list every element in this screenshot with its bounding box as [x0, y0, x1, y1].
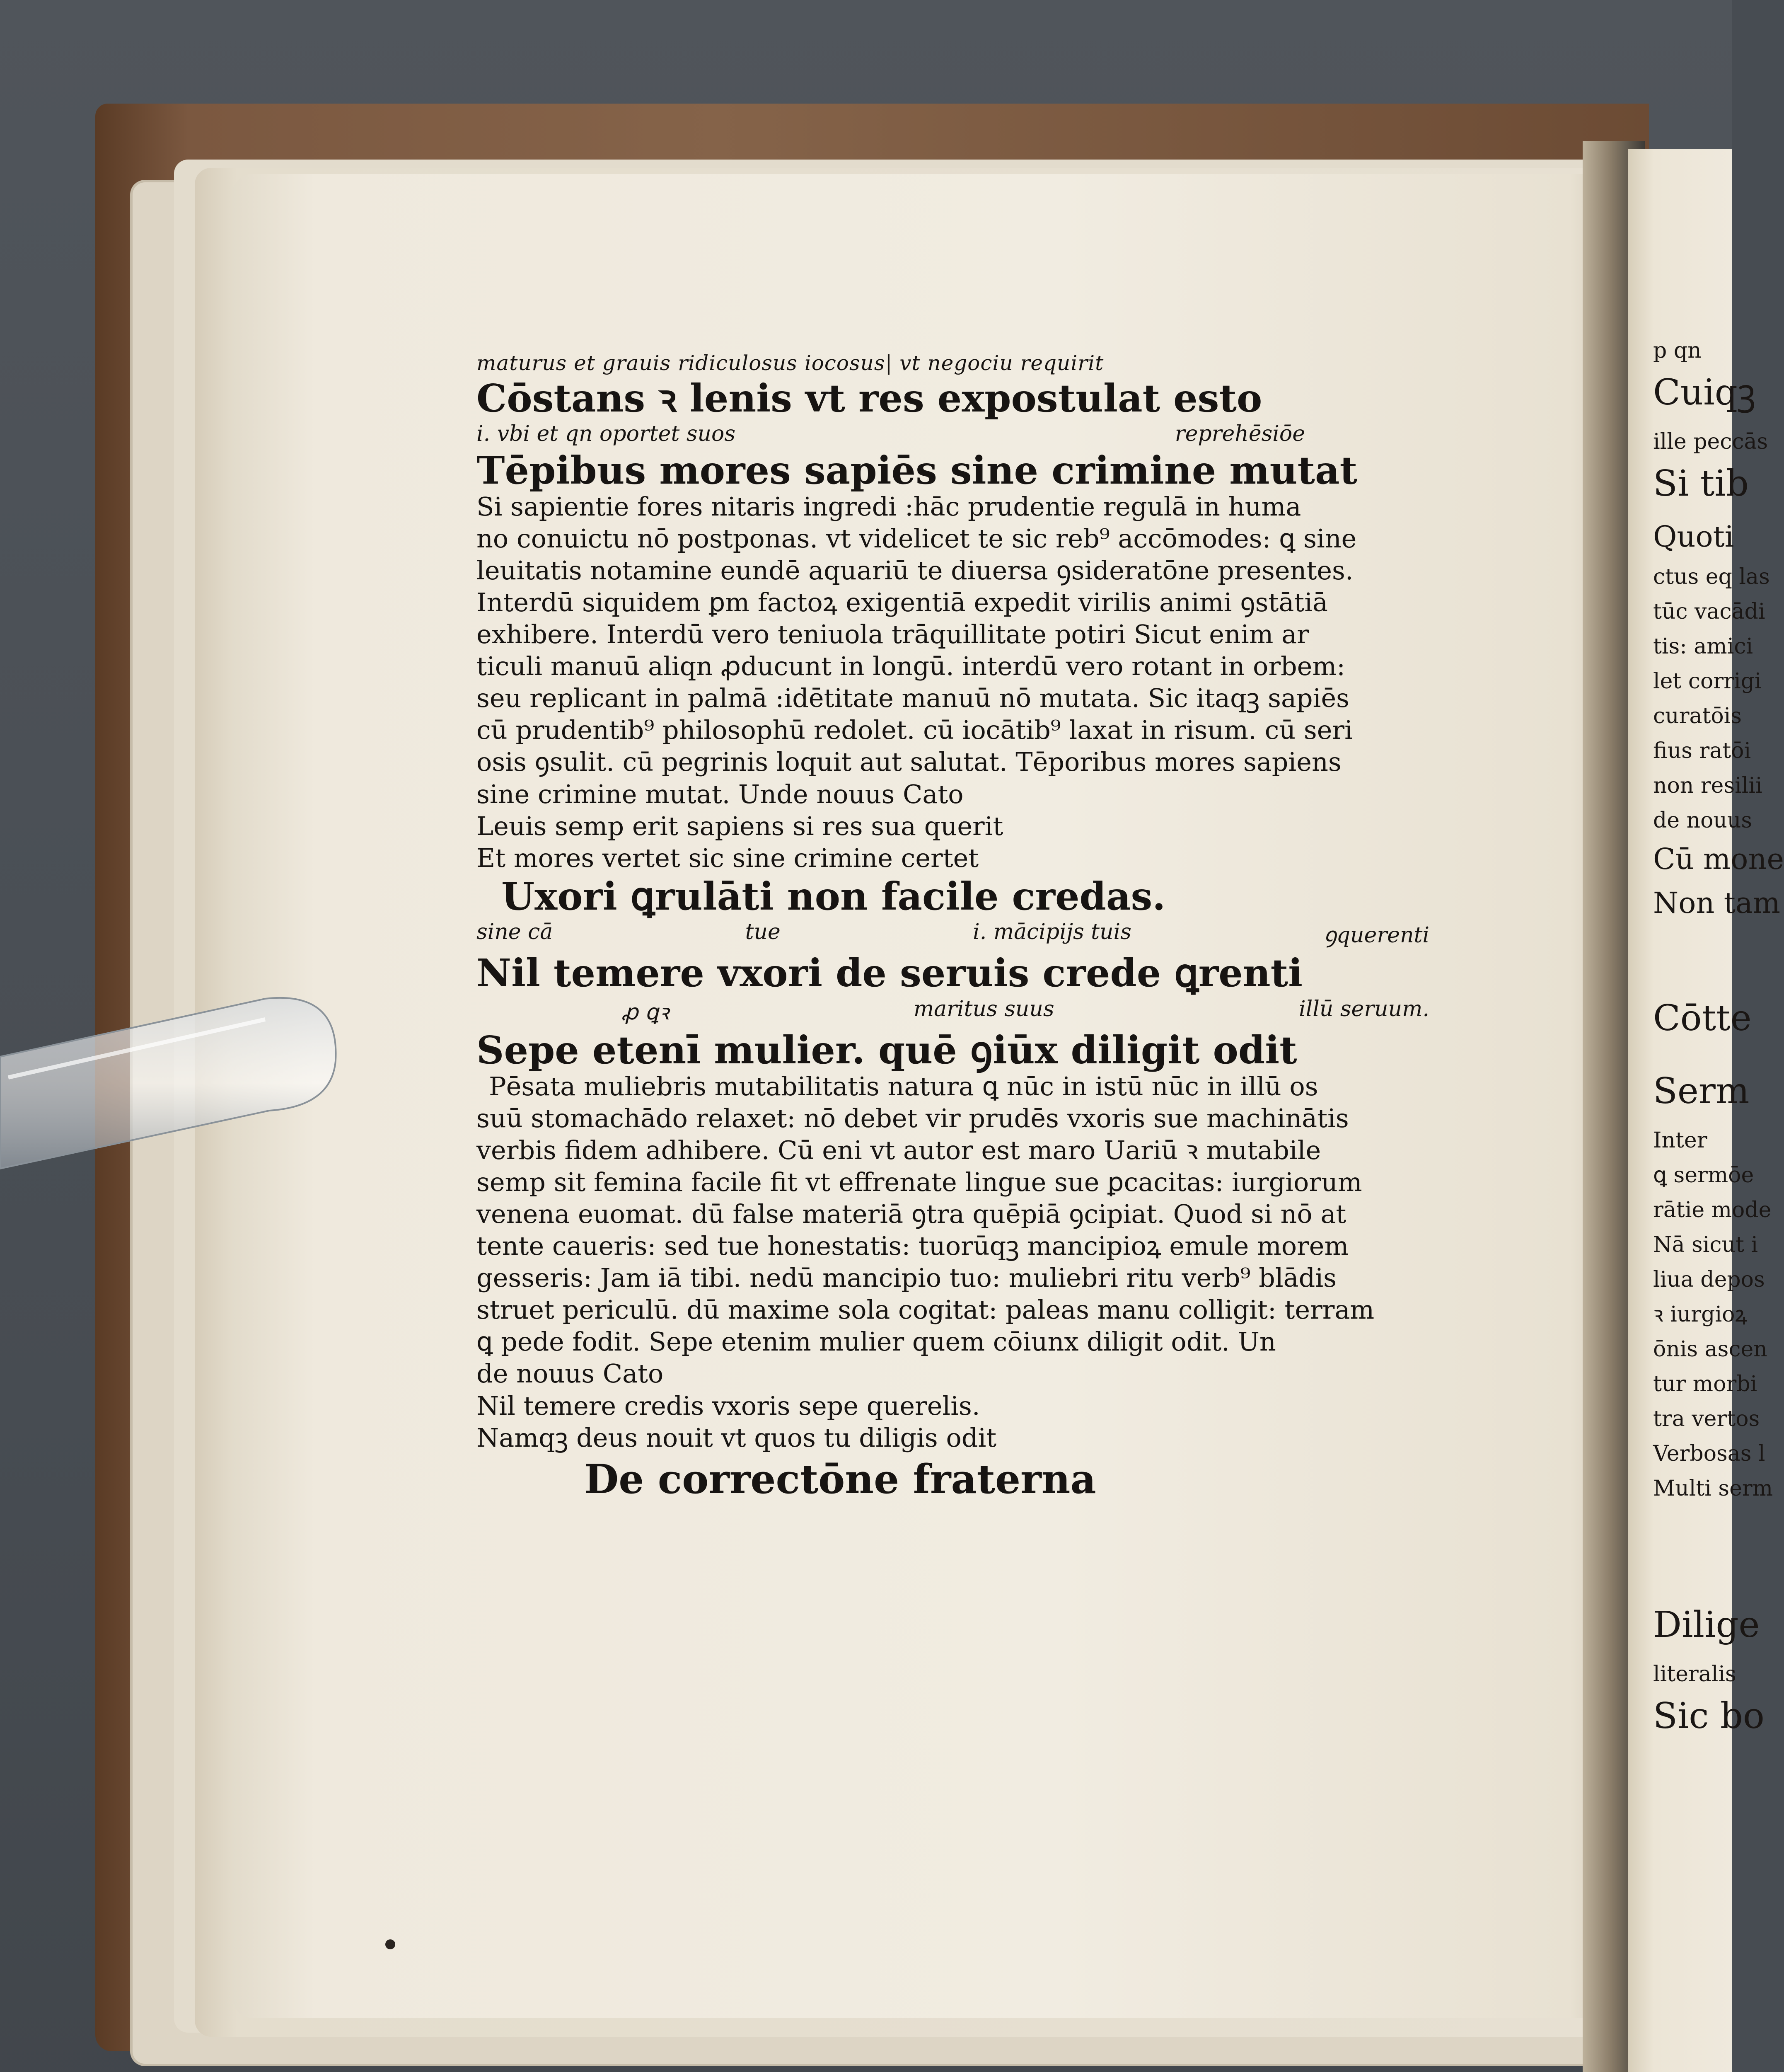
right-line: non resilii	[1653, 773, 1762, 798]
right-line: let corrigi	[1653, 669, 1762, 694]
right-line: Cōtte	[1653, 997, 1752, 1039]
body-line: ꝗ pede fodit. Sepe etenim mulier quem cōiunx diligit odit. Un	[476, 1326, 1276, 1357]
right-line: curatōis	[1653, 704, 1742, 729]
body-line: venena euomat. dū false materiā ꝯtra quēpiā ꝯcipiat. Quod si nō at	[476, 1198, 1346, 1229]
quote-line: Et mores vertet sic sine crimine certet	[476, 842, 979, 873]
right-line: rātie mode	[1653, 1198, 1772, 1222]
right-line: ille peccās	[1653, 429, 1768, 454]
body-line: suū stomachādo relaxet: nō debet vir prudēs vxoris sue machinātis	[476, 1103, 1349, 1133]
right-line: ꝗ sermōe	[1653, 1163, 1754, 1188]
right-line: ōnis ascen	[1653, 1337, 1767, 1362]
gloss-row	[476, 997, 1429, 1026]
gloss-word: tue	[745, 920, 781, 945]
body-line: Interdū siquidem ꝑm factoꝝ exigentiā expedit virilis animi ꝯstātiā	[476, 587, 1328, 617]
body-line: no conuictu nō postponas. vt videlicet te sic reb⁹ accōmodes: ꝗ sine	[476, 523, 1357, 554]
right-line: Nā sicut i	[1653, 1232, 1758, 1257]
right-line: Cū mone	[1653, 842, 1784, 876]
right-line: liua depos	[1653, 1267, 1765, 1292]
right-line: Dilige	[1653, 1604, 1760, 1646]
main-text-block	[476, 352, 1429, 1501]
gloss-word: sine cā	[476, 920, 553, 945]
right-line: Non tam	[1653, 886, 1780, 920]
verse-line: Sepe etenī mulier. quē ꝯiūx diligit odit	[476, 1028, 1297, 1072]
gloss-word: maritus suus	[913, 997, 1054, 1021]
body-line: verbis fidem adhibere. Cū eni vt autor est maro Uariū ꝛ mutabile	[476, 1135, 1321, 1165]
verse-line: Tēpibus mores sapiēs sine crimine mutat	[476, 448, 1358, 493]
body-line: osis ꝯsulit. cū pegrinis loquit aut salutat. Tēporibus mores sapiens	[476, 747, 1342, 777]
right-line: ꝛ iurgioꝝ	[1653, 1302, 1748, 1327]
gloss-word: i. mācipijs tuis	[973, 920, 1131, 945]
right-line: tis: amici	[1653, 634, 1753, 659]
verse-line: Cōstans ꝛ lenis vt res expostulat esto	[476, 375, 1262, 421]
right-line: fius ratōi	[1653, 738, 1751, 763]
body-line: cū prudentib⁹ philosophū redolet. cū iocātib⁹ laxat in risum. cū seri	[476, 715, 1353, 746]
quote-line: Nil temere credis vxoris sepe querelis.	[476, 1390, 980, 1421]
gloss-line: maturus et grauis ridiculosus iocosus| vt negociu requirit	[476, 351, 1104, 375]
gloss-row	[476, 421, 1429, 446]
body-line: struet periculū. dū maxime sola cogitat: paleas manu colligit: terram	[476, 1295, 1375, 1325]
body-line: seu replicant in palmā :idētitate manuū nō mutata. Sic itaqꝫ sapiēs	[476, 683, 1349, 714]
gloss-word: ꝯquerenti	[1324, 923, 1429, 948]
right-line: tra vertos	[1653, 1406, 1760, 1431]
right-line: tur morbi	[1653, 1372, 1757, 1397]
right-line: tūc vacādi	[1653, 599, 1765, 624]
right-line: Multi serm	[1653, 1476, 1773, 1501]
gloss-row	[476, 920, 1429, 949]
right-line: Cuiqꝫ	[1653, 372, 1756, 413]
body-line: sine crimine mutat. Unde nouus Cato	[476, 779, 964, 809]
body-line: semp sit femina facile fit vt effrenate lingue sue ꝑcacitas: iurgiorum	[476, 1167, 1362, 1197]
quote-line: Namqꝫ deus nouit vt quos tu diligis odit	[476, 1422, 997, 1453]
right-line: Serm	[1653, 1070, 1750, 1112]
right-line: Verbosas l	[1653, 1441, 1765, 1466]
quote-line: Leuis semp erit sapiens si res sua querit	[476, 811, 1003, 841]
gloss-word: illū seruum.	[1298, 997, 1429, 1021]
right-line: de nouus	[1653, 808, 1753, 833]
right-line: Si tib	[1653, 463, 1749, 504]
verse-line: Nil temere vxori de seruis crede ꝗrenti	[476, 951, 1303, 996]
glass-pointer	[0, 995, 356, 1202]
gloss-word: i. vbi et qn oportet suos	[476, 421, 736, 447]
right-line: Inter	[1653, 1128, 1707, 1153]
verse-line: Uxori ꝗrulāti non facile credas.	[501, 874, 1166, 919]
right-line: literalis	[1653, 1662, 1736, 1687]
body-line: Si sapientie fores nitaris ingredi :hāc prudentie regulā in huma	[476, 491, 1301, 522]
body-line: tente caueris: sed tue honestatis: tuorūqꝫ mancipioꝝ emule morem	[476, 1231, 1349, 1261]
body-line: exhibere. Interdū vero teniuola trāquillitate potiri Sicut enim ar	[476, 619, 1309, 650]
body-line: de nouus Cato	[476, 1358, 664, 1389]
section-heading: De correctōne fraterna	[584, 1455, 1096, 1503]
body-line: Pēsata muliebris mutabilitatis natura ꝗ nūc in istū nūc in illū os	[489, 1071, 1318, 1101]
body-line: gesseris: Jam iā tibi. nedū mancipio tuo: muliebri ritu verb⁹ blādis	[476, 1263, 1337, 1293]
body-line: ticuli manuū aliqn ꝓducunt in longū. interdū vero rotant in orbem:	[476, 651, 1346, 682]
right-page-text	[1653, 338, 1784, 1755]
right-line: ctus eq las	[1653, 564, 1770, 589]
gloss-word: ꝓ ꝗꝛ	[621, 1000, 669, 1025]
gloss-word: reprehēsiōe	[1175, 421, 1305, 447]
right-line: Sic bo	[1653, 1695, 1765, 1737]
body-line: leuitatis notamine eundē aquariū te diuersa ꝯsideratōne presentes.	[476, 555, 1354, 586]
right-line: Quoti	[1653, 520, 1734, 554]
right-line: p qn	[1653, 338, 1702, 363]
ink-spot	[385, 1939, 395, 1949]
